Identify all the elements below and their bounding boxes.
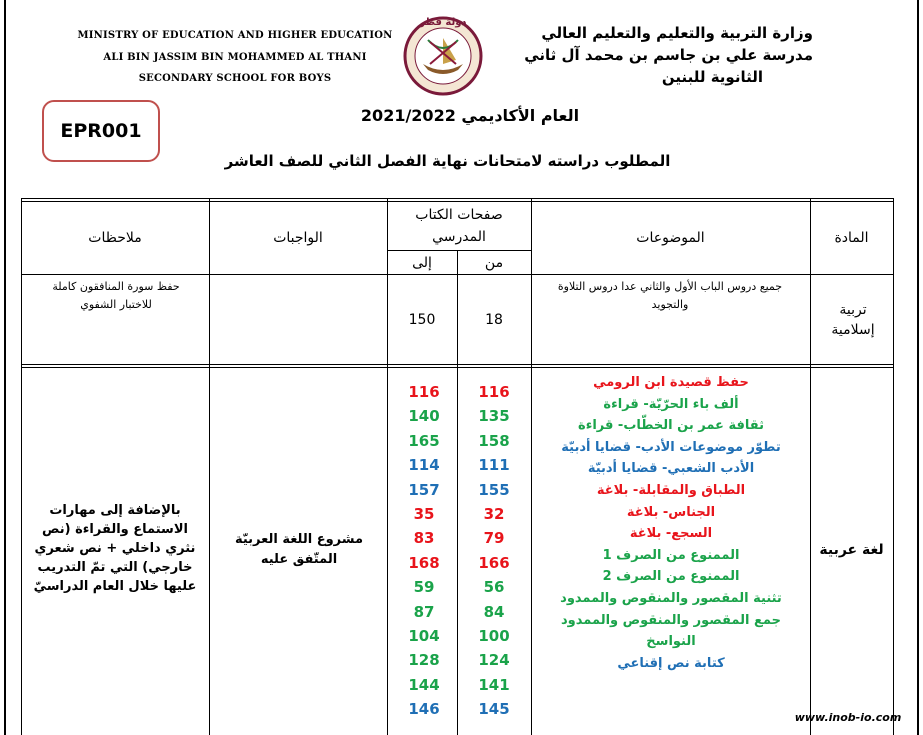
row2-page-from: 116	[478, 383, 510, 401]
row1-homework	[209, 275, 387, 364]
row2-homework: مشروع اللغة العربيّة المتّفق عليه	[234, 532, 364, 567]
row2-topics-list	[531, 372, 811, 674]
header-ar-line-3: الثانوية للبنين	[661, 68, 763, 86]
header-subject: المادة	[834, 230, 869, 246]
row2-page-to: 165	[408, 431, 440, 450]
row2-notes: بالإضافة إلى مهارات الاستماع والقراءة (نص نثري داخلي + نص شعري خارجي) التي تمّ التدريب عليها خلال العام الدراسيّ	[33, 502, 197, 594]
watermark: www.inob-io.com	[794, 711, 902, 724]
row1-to: 150	[408, 312, 436, 328]
row2-topic-item: النواسخ	[646, 634, 696, 650]
emblem-text: دولة قطر	[419, 17, 467, 28]
row2-page-from: 56	[483, 578, 505, 597]
row2-page-to: 144	[408, 675, 440, 694]
row2-subject: لغة عربية	[819, 542, 884, 558]
row2-topic-item: الجناس- بلاغة	[626, 504, 716, 520]
header-topics: الموضوعات	[636, 230, 705, 246]
row1-subject: تربية إسلامية	[831, 301, 875, 338]
row2-topic-item: تطوّر موضوعات الأدب- قضايا أدبيّة	[561, 439, 781, 455]
row2-page-to: 146	[408, 700, 440, 719]
row2-page-from: 155	[478, 480, 510, 499]
row2-topic-item: ألف باء الحرّيّة- قراءة	[603, 396, 739, 412]
row2-page-from: 124	[478, 651, 510, 670]
page-title: المطلوب دراسته لامتحانات نهاية الفصل الثاني للصف العاشر	[224, 152, 671, 170]
row2-page-from: 79	[483, 529, 505, 548]
row2-page-to: 157	[408, 480, 440, 499]
row2-page-to: 168	[408, 553, 440, 572]
row2-from-column	[459, 380, 529, 721]
row2-topic-item: الأدب الشعبي- قضايا أدبيّة	[587, 461, 755, 477]
row2-page-from: 84	[483, 602, 505, 621]
page-border-right	[917, 0, 919, 735]
row2-topic-item: كتابة نص إقناعي	[617, 655, 725, 671]
qatar-emblem-icon	[398, 12, 488, 96]
row2-page-to: 114	[408, 456, 440, 475]
row2-page-from: 100	[478, 626, 510, 645]
row1-from: 18	[485, 312, 503, 328]
row2-topic-item: حفظ قصيدة ابن الرومي	[593, 375, 749, 390]
header-ar-line-2: مدرسة علي بن جاسم بن محمد آل ثاني	[524, 46, 813, 64]
row2-page-to: 59	[413, 578, 435, 597]
row2-page-to: 87	[413, 602, 435, 621]
header-notes: ملاحظات	[88, 230, 142, 246]
row2-topic-item: السجع- بلاغة	[629, 526, 713, 542]
header-pages: صفحات الكتاب المدرسي	[415, 207, 503, 245]
row2-page-to: 35	[413, 504, 435, 523]
row2-topic-item: جمع المقصور والمنقوص والممدود	[561, 612, 781, 628]
header-ar-line-1: وزارة التربية والتعليم والتعليم العالي	[541, 24, 813, 42]
header-to: إلى	[412, 254, 432, 271]
row1-topics: جميع دروس الباب الأول والثاني عدا دروس التلاوة والتجويد	[557, 280, 783, 311]
row2-page-to: 83	[413, 529, 435, 548]
row2-page-from: 158	[478, 431, 510, 450]
header-homework: الواجبات	[273, 230, 323, 246]
row2-topic-item: الطباق والمقابلة- بلاغة	[596, 482, 746, 498]
header-en-line-2: ALI BIN JASSIM BIN MOHAMMED AL THANI	[103, 52, 367, 63]
row2-page-from: 166	[478, 553, 510, 572]
row2-topic-item: الممنوع من الصرف 2	[602, 569, 740, 585]
academic-year: العام الأكاديمي 2021/2022	[360, 106, 580, 125]
document-code-badge: EPR001	[42, 100, 160, 162]
header-from: من	[484, 254, 504, 271]
row2-page-from: 32	[483, 504, 505, 523]
header-en-line-1: MINISTRY OF EDUCATION AND HIGHER EDUCATION	[77, 30, 393, 41]
row2-topic-item: تثنية المقصور والمنقوص والممدود	[560, 590, 782, 606]
row2-page-from: 141	[478, 675, 510, 694]
row2-topic-item: الممنوع من الصرف 1	[602, 547, 740, 563]
row2-page-from: 145	[478, 700, 510, 719]
row2-page-to: 140	[408, 407, 440, 426]
row1-notes: حفظ سورة المنافقون كاملة للاختبار الشفوي	[52, 280, 180, 311]
header-en-line-3: SECONDARY SCHOOL FOR BOYS	[138, 73, 332, 84]
row2-to-column	[389, 380, 459, 721]
row2-page-from: 135	[478, 407, 510, 426]
row2-topic-item: ثقافة عمر بن الخطّاب- قراءة	[578, 418, 764, 434]
row2-page-to: 128	[408, 651, 440, 670]
row2-page-to: 104	[408, 626, 440, 645]
page-border-left	[4, 0, 6, 735]
row2-page-from: 111	[478, 456, 510, 475]
row2-page-to: 116	[408, 383, 440, 401]
